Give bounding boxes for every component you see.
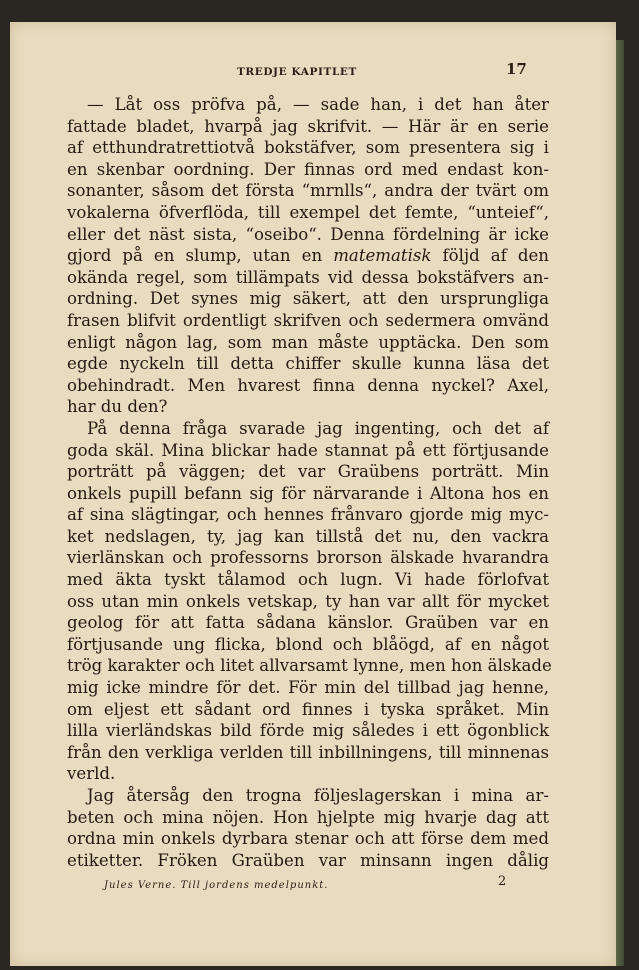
text-line: ordning. Det synes mig säkert, att den ursprungliga <box>67 289 549 309</box>
text-line: geolog för att fatta sådana känslor. Graüben var en <box>67 613 549 633</box>
text-line: har du den? <box>67 397 168 417</box>
text-line: etiketter. Fröken Graüben var minsann ingen dålig <box>67 850 549 870</box>
text-line: onkels pupill befann sig för närvarande i Altona hos en <box>67 483 549 503</box>
text-line: På denna fråga svarade jag ingenting, och det af <box>87 418 549 438</box>
text-line-italic-word <box>67 245 549 267</box>
text-line: en skenbar oordning. Der finnas ord med endast kon- <box>67 159 549 179</box>
text-line: om eljest ett sådant ord finnes i tyska språket. Min <box>67 699 549 719</box>
text-line: af sina slägtingar, och hennes frånvaro gjorde mig myc- <box>67 505 549 525</box>
text-line: från den verkliga verlden till inbillningens, till minnenas <box>67 742 549 762</box>
text-line: goda skäl. Mina blickar hade stannat på ett förtjusande <box>67 440 549 460</box>
text-line: förtjusande ung flicka, blond och blåögd, af en något <box>67 634 549 654</box>
text-line: egde nyckeln till detta chiffer skulle kunna läsa det <box>67 354 549 374</box>
text-line: — Låt oss pröfva på, — sade han, i det han åter <box>87 95 549 114</box>
text-line: ket nedslagen, ty, jag kan tillstå det nu, den vackra <box>67 526 549 546</box>
sheet-number: 2 <box>498 874 507 889</box>
text-line: okända regel, som tillämpats vid dessa bokstäfvers an- <box>67 267 549 287</box>
text-line: obehindradt. Men hvarest finna denna nyckel? Axel, <box>67 375 549 395</box>
text-line: enligt någon lag, som man måste upptäcka. Den som <box>67 332 549 352</box>
text-line: oss utan min onkels vetskap, ty han var allt för mycket <box>67 591 549 611</box>
text-line: vierlänskan och professorns brorson älskade hvarandra <box>67 548 549 568</box>
text-line: trög karakter och litet allvarsamt lynne, men hon älskade <box>67 656 552 676</box>
page-number: 17 <box>506 60 527 78</box>
text-line: lilla vierländskas bild förde mig således i ett ögonblick <box>67 721 549 741</box>
emphasis-word: matematisk <box>333 246 432 266</box>
text-line: af etthundratrettiotvå bokstäfver, som presentera sig i <box>67 138 549 158</box>
text-line: verld. <box>67 764 116 784</box>
page-footer <box>10 874 616 894</box>
text-line: mig icke mindre för det. För min del tillbad jag henne, <box>67 678 549 698</box>
text-line: ordna min onkels dyrbara stenar och att förse dem med <box>67 829 549 849</box>
text-line: eller det näst sista, “oseibo“. Denna fördelning är icke <box>67 224 549 244</box>
body-text <box>67 94 552 871</box>
running-head <box>10 60 616 82</box>
chapter-title: TREDJE KAPITLET <box>237 66 357 78</box>
text-line: porträtt på väggen; det var Graübens porträtt. Min <box>67 462 549 482</box>
footer-signature: Jules Verne. Till jordens medelpunkt. <box>104 880 329 891</box>
text-line: frasen blifvit ordentligt skrifven och sedermera omvänd <box>67 310 549 330</box>
text-line: med äkta tyskt tålamod och lugn. Vi hade förlofvat <box>67 570 549 590</box>
text-line: fattade bladet, hvarpå jag skrifvit. — Här är en serie <box>67 116 549 136</box>
book-cover-edge <box>616 40 624 966</box>
text-line: Jag återsåg den trogna följeslagerskan i mina ar- <box>87 786 549 805</box>
text-line: vokalerna öfverflöda, till exempel det femte, “unteief“, <box>67 202 549 222</box>
text-line: sonanter, såsom det första “mrnlls“, andra der tvärt om <box>67 181 549 201</box>
book-page <box>10 22 616 966</box>
text-line-part: gjord på en slump, utan en matematisk följd af den <box>67 246 549 266</box>
text-line: beten och mina nöjen. Hon hjelpte mig hvarje dag att <box>67 807 549 827</box>
